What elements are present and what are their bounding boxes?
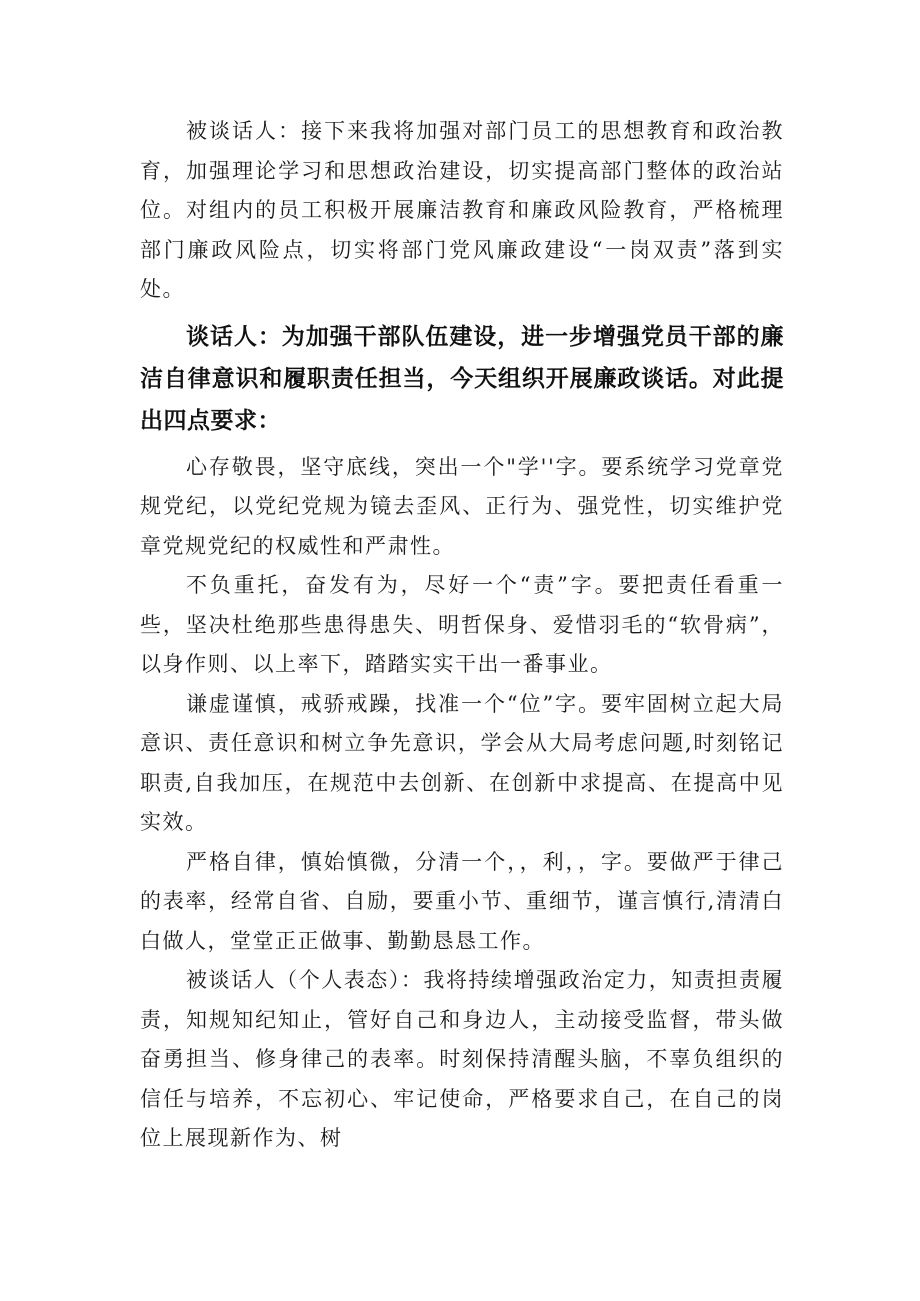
paragraph-requirement-self-discipline: 严格自律，慎始慎微，分清一个，，利，，字。要做严于律己的表率，经常自省、自励，要重小节、重细节，谨言慎行,清清白白做人，堂堂正正做事、勤勤恳恳工作。 (140, 849, 784, 953)
paragraph-requirement-study: 心存敬畏，坚守底线，突出一个"学''字。要系统学习党章党规党纪，以党纪党规为镜去歪风、正行为、强党性，切实维护党章党规党纪的权威性和严肃性。 (140, 454, 784, 558)
document-body (140, 112, 784, 1159)
paragraph-requirement-position: 谦虚谨慎，戒骄戒躁，找准一个“位”字。要牢固树立起大局意识、责任意识和树立争先意识，学会从大局考虑问题,时刻铭记职责,自我加压，在规范中去创新、在创新中求提高、在提高中见实效。 (140, 691, 784, 834)
paragraph-interviewee-response: 被谈话人：接下来我将加强对部门员工的思想教育和政治教育，加强理论学习和思想政治建设，切实提高部门整体的政治站位。对组内的员工积极开展廉洁教育和廉政风险教育，严格梳理部门廉政风险点，切实将部门党风廉政建设“一岗双责”落到实处。 (140, 119, 784, 301)
paragraph-interviewer-intro: 谈话人：为加强干部队伍建设，进一步增强党员干部的廉洁自律意识和履职责任担当，今天组织开展廉政谈话。对此提出四点要求： (140, 323, 784, 434)
paragraph-requirement-responsibility: 不负重托，奋发有为，尽好一个“责”字。要把责任看重一些，坚决杜绝那些患得患失、明哲保身、爱惜羽毛的“软骨病”，以身作则、以上率下，踏踏实实干出一番事业。 (140, 573, 784, 676)
paragraph-interviewee-statement: 被谈话人（个人表态）：我将持续增强政治定力，知责担责履责，知规知纪知止，管好自己和身边人，主动接受监督，带头做奋勇担当、修身律己的表率。时刻保持清醒头脑，不辜负组织的信任与培养，不忘初心、牢记使命，严格要求自己，在自己的岗位上展现新作为、树 (140, 968, 784, 1150)
